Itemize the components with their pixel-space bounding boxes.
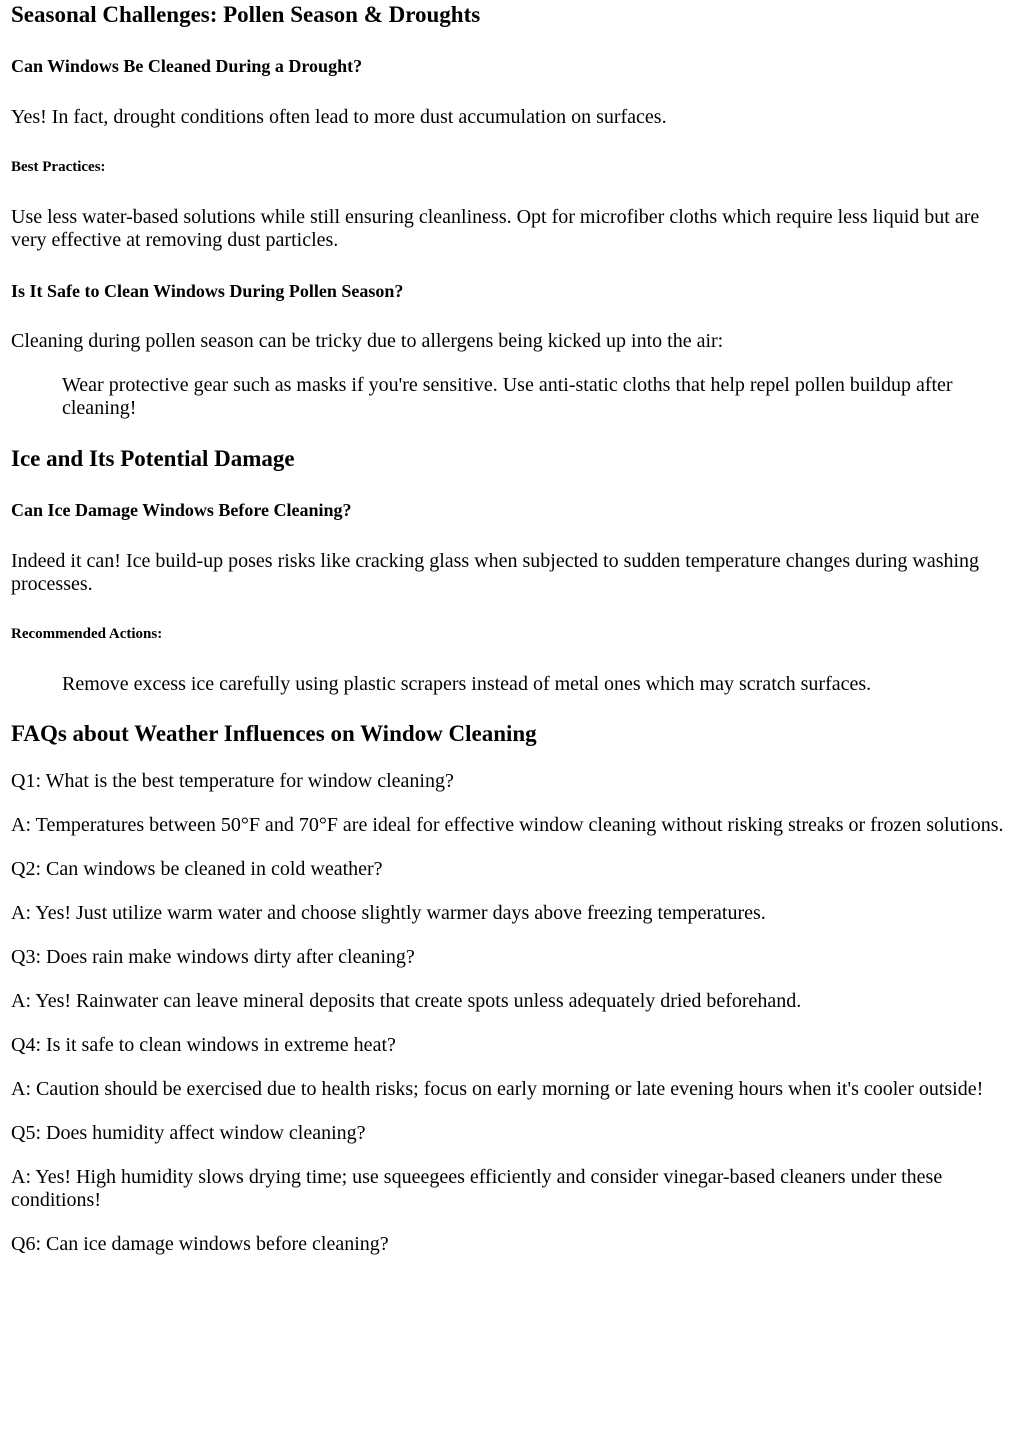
- section-title-faqs: FAQs about Weather Influences on Window Cleaning: [11, 721, 537, 746]
- best-practices-text: Use less water-based solutions while still ensuring cleanliness. Opt for microfiber cloths which require less liquid but are very effective at removing dust particles.: [11, 206, 980, 251]
- best-practices-label: Best Practices:: [11, 159, 106, 175]
- drought-answer: Yes! In fact, drought conditions often lead to more dust accumulation on surfaces.: [11, 106, 667, 128]
- recommended-actions-quote: Remove excess ice carefully using plastic scrapers instead of metal ones which may scratch surfaces.: [62, 673, 872, 695]
- faq-answer: A: Yes! Rainwater can leave mineral deposits that create spots unless adequately dried beforehand.: [11, 990, 802, 1012]
- ice-answer: Indeed it can! Ice build-up poses risks like cracking glass when subjected to sudden temperature changes during washing processes.: [11, 550, 980, 595]
- section-title-ice: Ice and Its Potential Damage: [11, 446, 295, 471]
- faq-question: Q5: Does humidity affect window cleaning?: [11, 1122, 366, 1144]
- pollen-answer: Cleaning during pollen season can be tricky due to allergens being kicked up into the air:: [11, 330, 724, 352]
- faq-question: Q6: Can ice damage windows before cleaning?: [11, 1233, 389, 1255]
- faq-answer: A: Temperatures between 50°F and 70°F are ideal for effective window cleaning without risking streaks or frozen solutions.: [11, 814, 1004, 836]
- ice-question-heading: Can Ice Damage Windows Before Cleaning?: [11, 500, 352, 520]
- faq-answer: A: Yes! Just utilize warm water and choose slightly warmer days above freezing temperatures.: [11, 902, 766, 924]
- recommended-actions-label: Recommended Actions:: [11, 626, 163, 642]
- pollen-tips-quote: Wear protective gear such as masks if you're sensitive. Use anti-static cloths that help repel pollen buildup after cleaning!: [62, 374, 953, 419]
- faq-answer: A: Yes! High humidity slows drying time; use squeegees efficiently and consider vinegar-based cleaners under these conditions!: [11, 1166, 943, 1211]
- faq-question: Q3: Does rain make windows dirty after cleaning?: [11, 946, 415, 968]
- faq-question: Q1: What is the best temperature for window cleaning?: [11, 770, 454, 792]
- section-title-seasonal: Seasonal Challenges: Pollen Season & Droughts: [11, 2, 481, 27]
- faq-question: Q2: Can windows be cleaned in cold weather?: [11, 858, 383, 880]
- faq-answer: A: Caution should be exercised due to health risks; focus on early morning or late evening hours when it's cooler outside!: [11, 1078, 984, 1100]
- faq-list: [11, 770, 1016, 1256]
- faq-question: Q4: Is it safe to clean windows in extreme heat?: [11, 1034, 396, 1056]
- pollen-question-heading: Is It Safe to Clean Windows During Pollen Season?: [11, 281, 404, 301]
- drought-question-heading: Can Windows Be Cleaned During a Drought?: [11, 56, 363, 76]
